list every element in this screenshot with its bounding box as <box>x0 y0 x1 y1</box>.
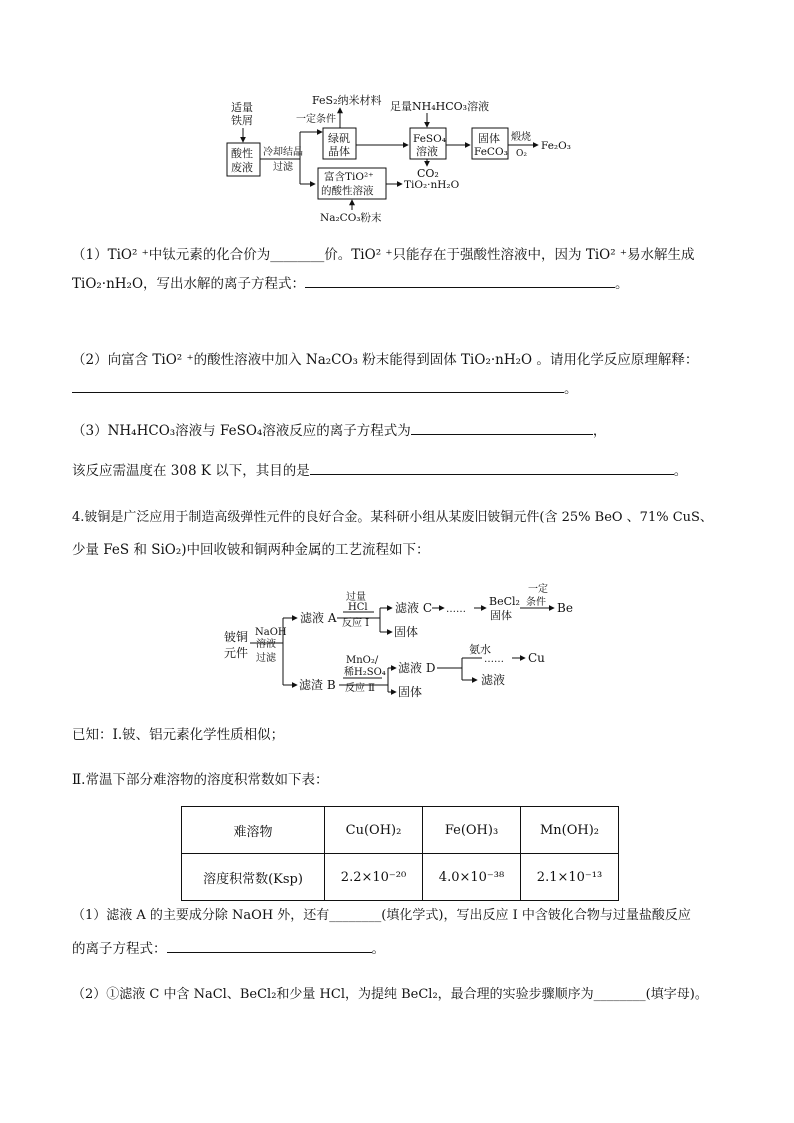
flow2-dots1: …… <box>446 604 466 615</box>
flow2-filter: 过滤 <box>256 653 276 664</box>
q1-line2 <box>72 273 629 294</box>
q4-1-line2-text: 的离子方程式： <box>72 941 167 957</box>
flow1-reagent-nh4: 足量NH₄HCO₃溶液 <box>390 100 490 113</box>
q3-line1 <box>72 420 606 441</box>
q3-line2-end: 。 <box>673 463 688 479</box>
flow2-solid2: 固体 <box>398 685 423 699</box>
flow1-tio2-product: TiO₂·nH₂O <box>404 179 460 191</box>
q3-line2 <box>72 460 687 481</box>
flow1-co2: CO₂ <box>417 167 439 180</box>
flow1-step-cool2: 过滤 <box>273 162 293 173</box>
flow2-becl2-1: BeCl₂ <box>489 595 520 608</box>
flow2-start-1: 铍铜 <box>224 630 249 644</box>
flow1-box-acid-2: 废液 <box>231 161 253 174</box>
q2-line2-end: 。 <box>564 381 578 397</box>
flow1-na2co3: Na₂CO₃粉末 <box>320 212 382 224</box>
flow2-filtrate: 滤液 <box>481 673 506 687</box>
flow1-top-product: FeS₂纳米材料 <box>312 94 382 107</box>
flow1-cond-top: 一定条件 <box>296 114 336 125</box>
flow2-be: Be <box>557 601 573 615</box>
flow1-input-top2: 铁屑 <box>231 114 253 127</box>
table-cell: 2.1×10⁻¹³ <box>521 854 619 901</box>
q3-line2-text: 该反应需温度在 308 K 以下，其目的是 <box>72 463 310 479</box>
flow2-hcl-2: HCl <box>348 602 368 613</box>
flow1-fe2o3: Fe₂O₃ <box>541 140 571 152</box>
q1-line2-end: 。 <box>615 276 629 292</box>
flow1-box-feso4-2: 溶液 <box>416 145 438 158</box>
ksp-table <box>181 806 619 901</box>
p4-line2: 少量 FeS 和 SiO₂)中回收铍和铜两种金属的工艺流程如下： <box>72 542 430 558</box>
flow2-cond-2: 条件 <box>526 597 546 608</box>
q3-answer-blank-2[interactable] <box>310 460 674 475</box>
table-header-cell: Cu(OH)₂ <box>325 807 423 854</box>
q2-line1: （2）向富含 TiO² ⁺的酸性溶液中加入 Na₂CO₃ 粉末能得到固体 TiO₂·nH₂O 。请用化学反应原理解释： <box>72 352 699 368</box>
flow2-react2: 反应 Ⅱ <box>345 683 375 694</box>
flow2-residueB: 滤渣 B <box>299 678 336 692</box>
flow2-filtA: 滤液 A <box>300 611 337 625</box>
flow2-solid1: 固体 <box>394 625 419 639</box>
flow2-mno2-1: MnO₂/ <box>346 655 379 666</box>
table-cell: 2.2×10⁻²⁰ <box>325 854 423 901</box>
flow1-step-cool1: 冷却结晶 <box>263 147 303 158</box>
flow2-start-2: 元件 <box>224 646 249 660</box>
flow2-react1: 反应 Ⅰ <box>342 618 370 629</box>
known-2: Ⅱ.常温下部分难溶物的溶度积常数如下表： <box>72 772 329 788</box>
q3-line1-end: ， <box>592 423 607 439</box>
flow1-box-acid-1: 酸性 <box>231 147 253 160</box>
flow1-box-green-2: 晶体 <box>328 145 350 158</box>
q4-1-line2 <box>72 938 385 959</box>
flow2-naoh-2: 溶液 <box>256 639 276 650</box>
flow1-box-ti-2: 的酸性溶液 <box>321 185 374 197</box>
flow1-box-solid-1: 固体 <box>478 132 500 145</box>
flow2-naoh-1: NaOH <box>255 627 287 638</box>
q1-line1: （1）TiO² ⁺中钛元素的化合价为________价。TiO² ⁺只能存在于强酸性溶液中，因为 TiO² ⁺易水解生成 <box>72 247 695 263</box>
q1-line2-text: TiO₂·nH₂O，写出水解的离子方程式： <box>72 276 306 292</box>
table-cell: 4.0×10⁻³⁸ <box>423 854 521 901</box>
flow2-filtD: 滤液 D <box>398 661 436 675</box>
flow1-box-feso4-1: FeSO₄ <box>413 133 446 145</box>
flow2-mno2-2: 稀H₂SO₄ <box>344 667 386 678</box>
q4-1-answer-blank[interactable] <box>167 938 372 953</box>
q3-answer-blank-1[interactable] <box>411 420 593 435</box>
p4-line1: 4.铍铜是广泛应用于制造高级弹性元件的良好合金。某科研小组从某废旧铍铜元件(含 25% BeO 、71% CuS、 <box>72 510 713 525</box>
flow-diagram-2 <box>0 575 794 700</box>
flow2-cu: Cu <box>528 651 545 665</box>
table-row <box>182 854 619 901</box>
table-cell: 溶度积常数(Ksp) <box>182 854 325 901</box>
q4-2-line1: （2）①滤液 C 中含 NaCl、BeCl₂和少量 HCl，为提纯 BeCl₂，最合理的实验步骤顺序为________(填字母)。 <box>72 987 708 1002</box>
flow1-input-top1: 适量 <box>231 101 253 114</box>
table-row <box>182 807 619 854</box>
flow1-o2-label: O₂ <box>516 149 527 159</box>
flow1-box-green-1: 绿矾 <box>328 132 350 145</box>
flow2-cond-1: 一定 <box>528 584 548 595</box>
q1-answer-blank[interactable] <box>305 273 615 288</box>
flow2-ammonia: 氨水 <box>469 643 491 656</box>
flow2-hcl-1: 过量 <box>346 592 366 603</box>
flow-diagram-1 <box>0 0 794 230</box>
q3-line1-text: （3）NH₄HCO₃溶液与 FeSO₄溶液反应的离子方程式为 <box>72 423 411 439</box>
q2-answer-blank[interactable] <box>72 378 564 393</box>
q4-1-line1: （1）滤液 A 的主要成分除 NaOH 外，还有________(填化学式)，写出反应 Ⅰ 中含铍化合物与过量盐酸反应 <box>72 908 691 923</box>
q2-line2 <box>72 378 578 399</box>
table-header-cell: 难溶物 <box>182 807 325 854</box>
flow1-box-solid-2: FeCO₃ <box>474 146 508 158</box>
flow1-box-ti-1: 富含TiO²⁺ <box>324 171 374 183</box>
flow2-becl2-2: 固体 <box>490 609 512 622</box>
known-1: 已知：Ⅰ.铍、铝元素化学性质相似； <box>72 727 285 743</box>
flow1-calc-label: 煅烧 <box>511 132 531 143</box>
table-header-cell: Mn(OH)₂ <box>521 807 619 854</box>
flow2-dots2: …… <box>484 654 504 665</box>
flow2-filtC: 滤液 C <box>395 601 432 615</box>
table-header-cell: Fe(OH)₃ <box>423 807 521 854</box>
q4-1-line2-end: 。 <box>371 941 385 957</box>
